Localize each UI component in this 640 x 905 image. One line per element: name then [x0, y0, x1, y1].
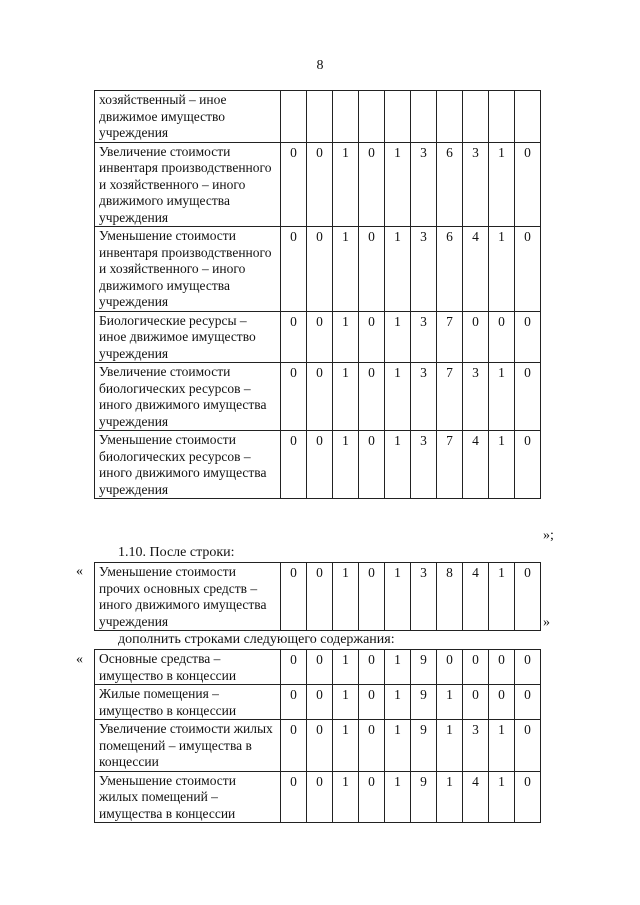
code-digit-cell: 0 — [463, 650, 489, 685]
code-digit-cell: 0 — [515, 771, 541, 823]
account-name-cell: Уменьшение стоимости жилых помещений – имущества в концессии — [95, 771, 281, 823]
code-digit-cell: 0 — [281, 227, 307, 312]
code-digit-cell: 0 — [515, 720, 541, 772]
code-digit-cell: 7 — [437, 311, 463, 363]
code-digit-cell: 0 — [307, 363, 333, 431]
accounts-table-bottom — [94, 649, 541, 823]
code-digit-cell: 0 — [515, 563, 541, 631]
code-digit-cell: 3 — [411, 431, 437, 499]
account-name-cell: Увеличение стоимости жилых помещений – имущества в концессии — [95, 720, 281, 772]
code-digit-cell: 1 — [385, 650, 411, 685]
code-digit-cell: 0 — [281, 311, 307, 363]
code-digit-cell: 1 — [333, 720, 359, 772]
code-digit-cell: 0 — [515, 142, 541, 227]
code-digit-cell: 0 — [307, 431, 333, 499]
table-row — [95, 563, 541, 631]
code-digit-cell: 0 — [359, 720, 385, 772]
code-digit-cell: 0 — [281, 563, 307, 631]
code-digit-cell: 1 — [385, 720, 411, 772]
code-digit-cell — [463, 91, 489, 143]
code-digit-cell: 3 — [463, 363, 489, 431]
account-name-cell: Уменьшение стоимости прочих основных средств – иного движимого имущества учреждения — [95, 563, 281, 631]
code-digit-cell: 0 — [515, 650, 541, 685]
table-row — [95, 227, 541, 312]
code-digit-cell: 3 — [411, 563, 437, 631]
code-digit-cell: 3 — [463, 720, 489, 772]
code-digit-cell — [359, 91, 385, 143]
code-digit-cell: 0 — [359, 685, 385, 720]
account-name-cell: Уменьшение стоимости биологических ресурсов – иного движимого имущества учреждения — [95, 431, 281, 499]
code-digit-cell: 6 — [437, 227, 463, 312]
code-digit-cell: 0 — [359, 563, 385, 631]
account-name-cell: Жилые помещения – имущество в концессии — [95, 685, 281, 720]
code-digit-cell: 0 — [281, 363, 307, 431]
code-digit-cell — [333, 91, 359, 143]
code-digit-cell: 1 — [333, 363, 359, 431]
code-digit-cell: 1 — [333, 227, 359, 312]
code-digit-cell: 4 — [463, 771, 489, 823]
code-digit-cell: 7 — [437, 363, 463, 431]
code-digit-cell: 1 — [437, 720, 463, 772]
table-row — [95, 91, 541, 143]
table-row — [95, 363, 541, 431]
code-digit-cell: 0 — [307, 311, 333, 363]
code-digit-cell: 1 — [333, 650, 359, 685]
account-name-cell: Увеличение стоимости биологических ресурсов – иного движимого имущества учреждения — [95, 363, 281, 431]
code-digit-cell: 0 — [437, 650, 463, 685]
account-name-cell: Биологические ресурсы – иное движимое имущество учреждения — [95, 311, 281, 363]
code-digit-cell: 1 — [489, 563, 515, 631]
code-digit-cell: 1 — [437, 685, 463, 720]
code-digit-cell: 0 — [463, 685, 489, 720]
code-digit-cell — [281, 91, 307, 143]
code-digit-cell: 7 — [437, 431, 463, 499]
code-digit-cell: 1 — [333, 685, 359, 720]
code-digit-cell: 0 — [489, 311, 515, 363]
code-digit-cell: 0 — [489, 685, 515, 720]
code-digit-cell: 1 — [385, 771, 411, 823]
code-digit-cell — [385, 91, 411, 143]
code-digit-cell: 0 — [359, 142, 385, 227]
code-digit-cell — [489, 91, 515, 143]
code-digit-cell: 0 — [489, 650, 515, 685]
code-digit-cell: 1 — [333, 563, 359, 631]
code-digit-cell: 9 — [411, 650, 437, 685]
code-digit-cell: 1 — [385, 227, 411, 312]
code-digit-cell: 0 — [281, 142, 307, 227]
code-digit-cell: 0 — [281, 685, 307, 720]
code-digit-cell: 0 — [359, 363, 385, 431]
table-row — [95, 431, 541, 499]
code-digit-cell: 0 — [359, 311, 385, 363]
code-digit-cell: 1 — [385, 563, 411, 631]
code-digit-cell: 0 — [307, 650, 333, 685]
code-digit-cell: 1 — [333, 771, 359, 823]
account-name-cell: Основные средства – имущество в концессии — [95, 650, 281, 685]
code-digit-cell: 1 — [489, 227, 515, 312]
code-digit-cell: 4 — [463, 431, 489, 499]
code-digit-cell — [411, 91, 437, 143]
code-digit-cell: 3 — [463, 142, 489, 227]
account-name-cell: Уменьшение стоимости инвентаря производственного и хозяйственного – иного движимого имущества учреждения — [95, 227, 281, 312]
code-digit-cell: 0 — [307, 563, 333, 631]
code-digit-cell: 0 — [515, 685, 541, 720]
code-digit-cell: 0 — [515, 227, 541, 312]
code-digit-cell: 3 — [411, 363, 437, 431]
code-digit-cell: 1 — [437, 771, 463, 823]
closing-quote-top: »; — [543, 528, 554, 543]
table-row — [95, 650, 541, 685]
code-digit-cell — [515, 91, 541, 143]
table-middle-body — [95, 563, 541, 631]
table-row — [95, 720, 541, 772]
table-top-body — [95, 91, 541, 499]
code-digit-cell: 0 — [281, 771, 307, 823]
code-digit-cell: 1 — [385, 311, 411, 363]
code-digit-cell: 1 — [385, 142, 411, 227]
account-name-cell: Увеличение стоимости инвентаря производственного и хозяйственного – иного движимого имущества учреждения — [95, 142, 281, 227]
code-digit-cell: 0 — [515, 431, 541, 499]
section-1-10-heading: 1.10. После строки: — [118, 545, 235, 560]
code-digit-cell: 1 — [489, 431, 515, 499]
code-digit-cell: 0 — [359, 227, 385, 312]
opening-quote-mid: « — [76, 564, 83, 579]
code-digit-cell: 1 — [489, 720, 515, 772]
code-digit-cell: 0 — [281, 720, 307, 772]
code-digit-cell: 0 — [359, 650, 385, 685]
table-row — [95, 685, 541, 720]
code-digit-cell: 1 — [333, 142, 359, 227]
code-digit-cell: 0 — [307, 142, 333, 227]
code-digit-cell — [437, 91, 463, 143]
code-digit-cell: 0 — [359, 771, 385, 823]
code-digit-cell: 1 — [489, 771, 515, 823]
code-digit-cell: 0 — [515, 311, 541, 363]
code-digit-cell: 4 — [463, 563, 489, 631]
table-row — [95, 771, 541, 823]
code-digit-cell: 0 — [307, 685, 333, 720]
code-digit-cell — [307, 91, 333, 143]
table-row — [95, 311, 541, 363]
code-digit-cell: 0 — [463, 311, 489, 363]
table-row — [95, 142, 541, 227]
code-digit-cell: 1 — [489, 142, 515, 227]
code-digit-cell: 8 — [437, 563, 463, 631]
code-digit-cell: 9 — [411, 685, 437, 720]
code-digit-cell: 3 — [411, 142, 437, 227]
add-rows-instruction: дополнить строками следующего содержания: — [118, 632, 395, 647]
table-bottom-body — [95, 650, 541, 823]
code-digit-cell: 9 — [411, 720, 437, 772]
code-digit-cell: 1 — [333, 311, 359, 363]
code-digit-cell: 1 — [385, 363, 411, 431]
code-digit-cell: 1 — [333, 431, 359, 499]
code-digit-cell: 9 — [411, 771, 437, 823]
code-digit-cell: 0 — [281, 650, 307, 685]
code-digit-cell: 0 — [307, 227, 333, 312]
code-digit-cell: 1 — [385, 431, 411, 499]
account-name-cell: хозяйственный – иное движимое имущество учреждения — [95, 91, 281, 143]
code-digit-cell: 3 — [411, 227, 437, 312]
code-digit-cell: 0 — [515, 363, 541, 431]
code-digit-cell: 0 — [359, 431, 385, 499]
code-digit-cell: 0 — [307, 720, 333, 772]
code-digit-cell: 4 — [463, 227, 489, 312]
page-number: 8 — [316, 58, 324, 73]
code-digit-cell: 6 — [437, 142, 463, 227]
code-digit-cell: 0 — [307, 771, 333, 823]
code-digit-cell: 1 — [489, 363, 515, 431]
closing-quote-mid: » — [543, 615, 550, 630]
code-digit-cell: 1 — [385, 685, 411, 720]
accounts-table-middle — [94, 562, 541, 631]
opening-quote-bottom: « — [76, 652, 83, 667]
code-digit-cell: 3 — [411, 311, 437, 363]
code-digit-cell: 0 — [281, 431, 307, 499]
accounts-table-top — [94, 90, 541, 499]
